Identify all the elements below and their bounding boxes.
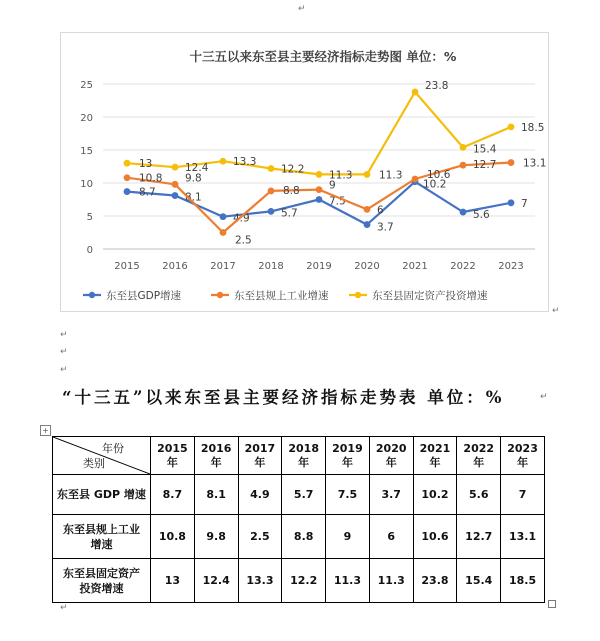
x-tick-label: 2023 (498, 261, 524, 272)
data-point (124, 174, 131, 181)
legend-label: 东至县GDP增速 (106, 290, 182, 302)
table-cell: 7.5 (326, 475, 370, 515)
corner-label-year: 年份 (102, 442, 124, 455)
table-cell: 13.3 (238, 559, 282, 603)
x-tick-label: 2016 (162, 261, 188, 272)
data-label: 11.3 (329, 169, 353, 182)
data-point (316, 171, 323, 178)
data-point (172, 181, 179, 188)
data-label: 5.6 (473, 209, 490, 222)
y-tick-label: 0 (86, 245, 93, 256)
x-tick-label: 2021 (402, 261, 428, 272)
data-label: 12.2 (281, 163, 305, 176)
data-label: 8.8 (283, 184, 300, 197)
data-point (268, 188, 275, 195)
table-cell: 8.1 (194, 475, 238, 515)
table-cell: 10.8 (151, 515, 195, 559)
table-corner-cell (53, 437, 151, 475)
y-tick-label: 5 (86, 212, 93, 223)
data-point (364, 221, 371, 228)
table-header-row (53, 437, 545, 475)
data-point (316, 196, 323, 203)
row-label-gdp: 东至县 GDP 增速 (53, 475, 151, 515)
legend-label: 东至县固定资产投资增速 (372, 290, 488, 302)
data-label: 10.2 (423, 178, 447, 191)
table-cell: 9 (326, 515, 370, 559)
data-label: 4.9 (233, 212, 250, 225)
data-point (508, 124, 515, 131)
table-cell: 15.4 (457, 559, 501, 603)
year-header-cell: 2019 年 (326, 437, 370, 475)
table-cell: 8.8 (282, 515, 326, 559)
data-point (220, 229, 227, 236)
table-cell: 5.6 (457, 475, 501, 515)
line-chart (60, 32, 549, 312)
data-label: 3.7 (377, 221, 394, 234)
data-point (460, 162, 467, 169)
data-point (412, 176, 419, 183)
table-row (53, 475, 545, 515)
chart-title: 十三五以来东至县主要经济指标走势图 单位：% (189, 49, 457, 64)
table-cell: 12.2 (282, 559, 326, 603)
table-cell: 5.7 (282, 475, 326, 515)
y-tick-label: 20 (80, 113, 93, 124)
year-header-cell: 2018 年 (282, 437, 326, 475)
data-point (508, 159, 515, 166)
data-point (220, 213, 227, 220)
data-label: 9 (329, 179, 336, 192)
legend-marker (217, 292, 223, 298)
row-label-industry: 东至县规上工业 增速 (53, 515, 151, 559)
x-tick-label: 2017 (210, 261, 236, 272)
table-cell: 2.5 (238, 515, 282, 559)
x-tick-label: 2015 (114, 261, 140, 272)
data-label: 2.5 (235, 234, 252, 247)
data-label: 13.3 (233, 156, 257, 169)
table-cell: 9.8 (194, 515, 238, 559)
data-label: 10.8 (139, 172, 163, 185)
data-point (268, 208, 275, 215)
table-cell: 7 (501, 475, 545, 515)
data-label: 23.8 (425, 79, 449, 92)
data-label: 13 (139, 158, 153, 171)
corner-label-category: 类别 (83, 457, 105, 470)
table-resize-handle[interactable] (548, 600, 556, 608)
table-cell: 18.5 (501, 559, 545, 603)
data-label: 12.7 (473, 159, 497, 172)
data-label: 7 (521, 197, 528, 210)
table-cell: 23.8 (413, 559, 457, 603)
data-point (460, 209, 467, 216)
y-tick-label: 10 (80, 179, 93, 190)
table-cell: 13.1 (501, 515, 545, 559)
legend-marker (355, 292, 361, 298)
data-label: 18.5 (521, 121, 545, 134)
row-label-investment: 东至县固定资产 投资增速 (53, 559, 151, 603)
table-row (53, 559, 545, 603)
x-tick-label: 2022 (450, 261, 476, 272)
table-move-handle-icon[interactable]: + (40, 425, 51, 436)
legend-label: 东至县规上工业增速 (234, 290, 329, 302)
table-row (53, 515, 545, 559)
table-cell: 12.7 (457, 515, 501, 559)
data-label: 10.6 (427, 169, 451, 182)
table-cell: 13 (151, 559, 195, 603)
data-table (52, 436, 545, 602)
data-point (316, 186, 323, 193)
year-header-cell: 2020 年 (369, 437, 413, 475)
year-header-cell: 2017 年 (238, 437, 282, 475)
data-point (172, 192, 179, 199)
data-point (364, 206, 371, 213)
data-label: 7.5 (329, 195, 346, 208)
table-cell: 10.6 (413, 515, 457, 559)
chart-svg (61, 33, 548, 311)
data-label: 8.1 (185, 191, 202, 204)
year-header-cell: 2016 年 (194, 437, 238, 475)
data-point (124, 188, 131, 195)
legend-marker (89, 292, 95, 298)
x-tick-label: 2020 (354, 261, 380, 272)
data-label: 11.3 (379, 169, 403, 182)
table-cell: 3.7 (369, 475, 413, 515)
data-point (364, 171, 371, 178)
data-label: 13.1 (523, 157, 547, 170)
table-cell: 4.9 (238, 475, 282, 515)
data-point (124, 160, 131, 167)
table-cell: 11.3 (369, 559, 413, 603)
table-title: “十三五”以来东至县主要经济指标走势表 单位：% (62, 388, 505, 407)
data-label: 9.8 (185, 172, 202, 185)
data-point (268, 165, 275, 172)
table-cell: 11.3 (326, 559, 370, 603)
data-point (508, 199, 515, 206)
table-cell: 10.2 (413, 475, 457, 515)
data-label: 12.4 (185, 162, 209, 175)
data-label: 6 (377, 204, 384, 217)
data-point (412, 89, 419, 96)
y-tick-label: 25 (80, 80, 93, 91)
year-header-cell: 2023 年 (501, 437, 545, 475)
data-point (220, 158, 227, 165)
table-cell: 12.4 (194, 559, 238, 603)
data-point (460, 144, 467, 151)
x-tick-label: 2019 (306, 261, 332, 272)
data-label: 8.7 (139, 186, 156, 199)
table-cell: 8.7 (151, 475, 195, 515)
year-header-cell: 2015 年 (151, 437, 195, 475)
table-cell: 6 (369, 515, 413, 559)
data-point (172, 164, 179, 171)
year-header-cell: 2021 年 (413, 437, 457, 475)
year-header-cell: 2022 年 (457, 437, 501, 475)
x-tick-label: 2018 (258, 261, 284, 272)
data-label: 5.7 (281, 207, 298, 220)
data-label: 15.4 (473, 143, 497, 156)
y-tick-label: 15 (80, 146, 93, 157)
